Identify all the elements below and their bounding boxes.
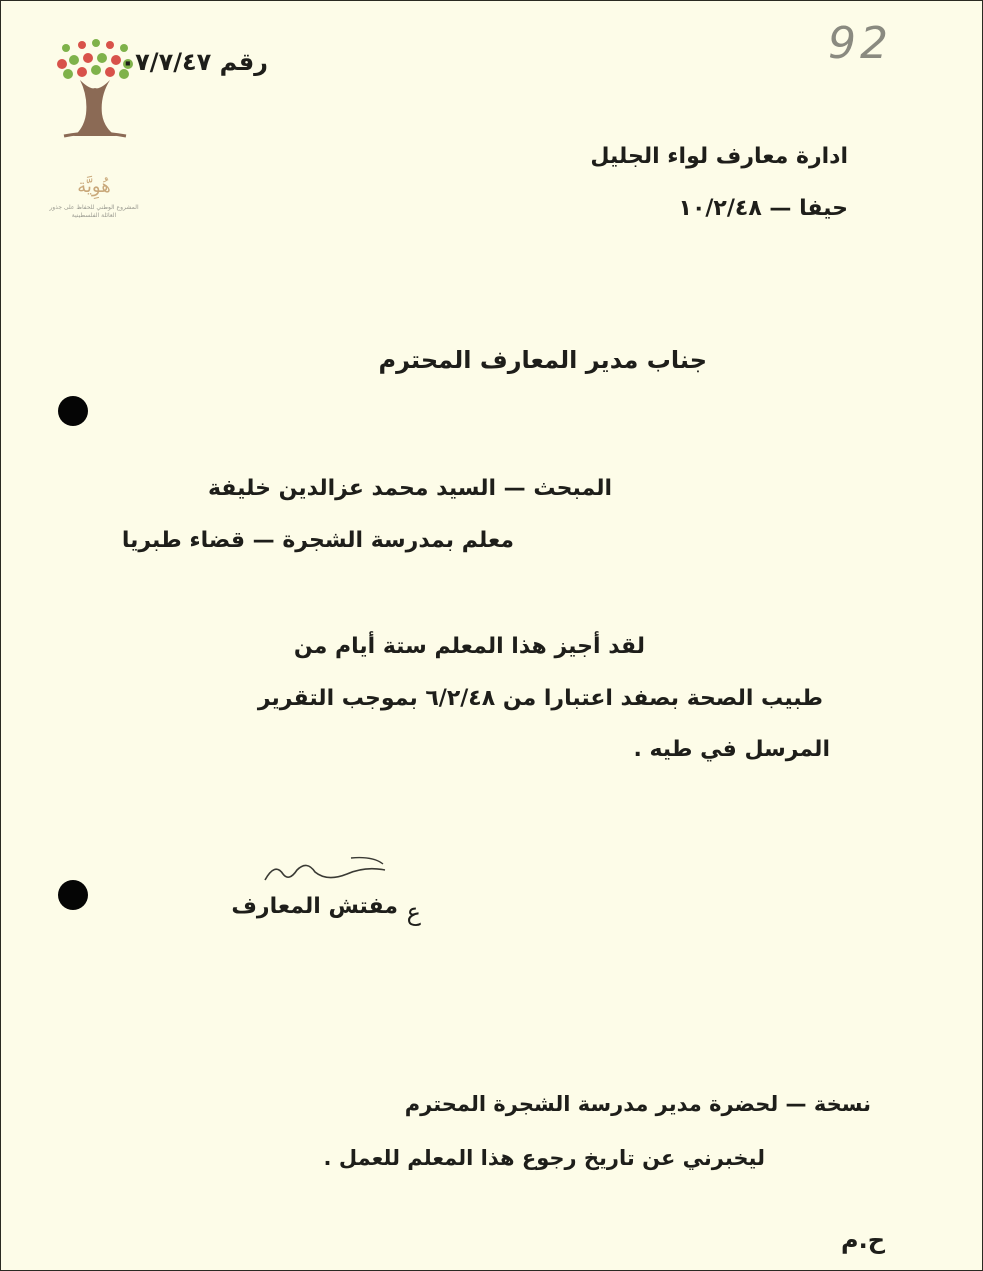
- place-date: حيفا — ١٠/٢/٤٨: [678, 196, 848, 221]
- body-line-1: لقد أجيز هذا المعلم ستة أيام من: [293, 634, 645, 659]
- signature-mark: ع: [406, 898, 421, 926]
- initials: ح.م: [840, 1226, 885, 1254]
- body-line-3: المرسل في طيه .: [633, 737, 830, 762]
- signature-title: مفتش المعارف: [231, 894, 398, 919]
- subject-line-2: معلم بمدرسة الشجرة — قضاء طبريا: [121, 528, 514, 553]
- copy-line-1: نسخة — لحضرة مدير مدرسة الشجرة المحترم: [404, 1092, 871, 1116]
- watermark-subtitle: المشروع الوطني للحفاظ على جذور العائلة الفلسطينية: [49, 204, 139, 219]
- punch-hole-bottom: [58, 880, 88, 910]
- salutation: جناب مدير المعارف المحترم: [378, 346, 707, 374]
- copy-line-2: ليخبرني عن تاريخ رجوع هذا المعلم للعمل .: [323, 1146, 765, 1170]
- watermark-title: هُوِيَّة: [77, 176, 111, 197]
- signature-scribble: [255, 852, 395, 892]
- punch-hole-top: [58, 396, 88, 426]
- subject-line-1: المبحث — السيد محمد عزالدين خليفة: [207, 476, 612, 501]
- body-line-2: طبيب الصحة بصفد اعتبارا من ٦/٢/٤٨ بموجب التقرير: [257, 686, 823, 711]
- reference-number: رقم ٧/٤٧/‏٠٧: [120, 48, 268, 76]
- page-number: 92: [828, 18, 892, 69]
- office-heading: ادارة معارف لواء الجليل: [590, 144, 848, 169]
